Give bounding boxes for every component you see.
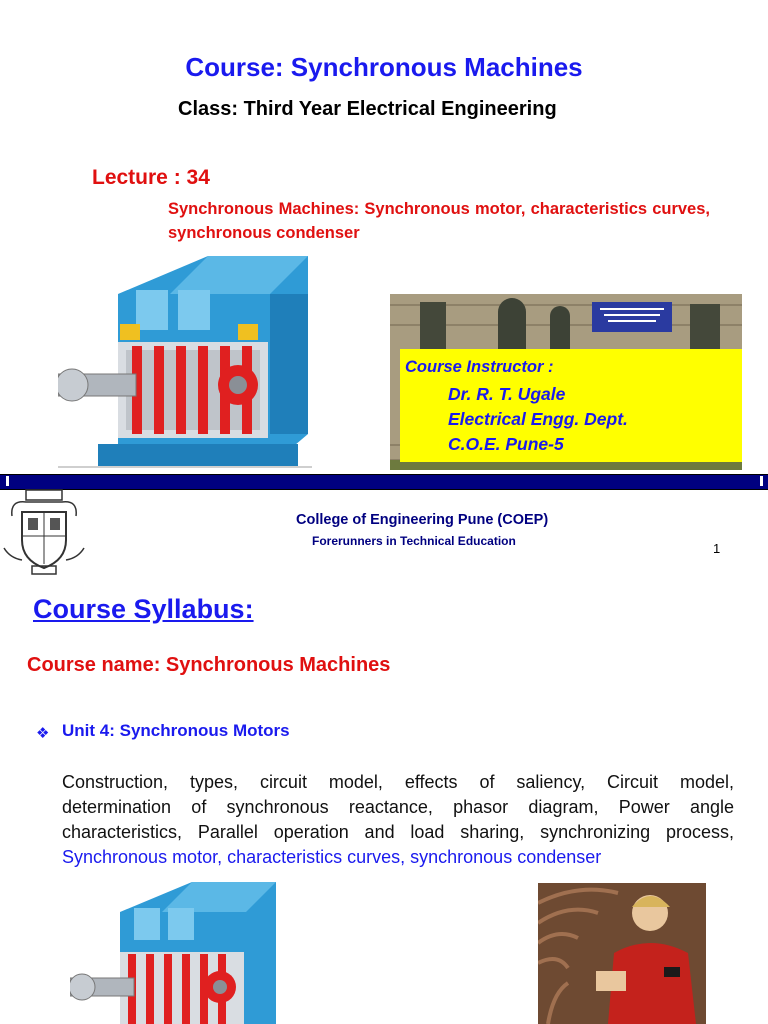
instructor-heading: Course Instructor : <box>405 358 554 376</box>
instructor-name: Dr. R. T. Ugale <box>448 384 566 404</box>
description-line: determination of synchronous reactance, phasor diagram, Power angle <box>62 797 734 817</box>
syllabus-heading: Course Syllabus: <box>33 594 254 624</box>
unit-description <box>62 770 734 870</box>
page-number: 1 <box>713 541 721 556</box>
course-name: Course name: Synchronous Machines <box>27 654 391 676</box>
college-tagline: Forerunners in Technical Education <box>312 534 516 548</box>
unit-title: Unit 4: Synchronous Motors <box>62 721 290 740</box>
diamond-bullet-icon: ❖ <box>36 725 50 742</box>
instructor-institute: C.O.E. Pune-5 <box>448 434 564 454</box>
band-marker <box>760 476 763 486</box>
synchronous-machine-illustration <box>58 254 312 468</box>
description-highlight: Synchronous motor, characteristics curves, synchronous condenser <box>62 847 602 867</box>
worker-winding-photo <box>538 883 706 1024</box>
college-name: College of Engineering Pune (COEP) <box>296 512 549 528</box>
band-marker <box>6 476 9 486</box>
coep-crest-logo <box>0 488 88 576</box>
description-line: characteristics, Parallel operation and load sharing, synchronizing process, <box>62 822 734 842</box>
lecture-number: Lecture : 34 <box>92 166 210 189</box>
class-line: Class: Third Year Electrical Engineering <box>178 98 557 120</box>
instructor-dept: Electrical Engg. Dept. <box>448 409 628 429</box>
illustration-baseline <box>58 466 312 468</box>
footer-band <box>0 474 768 490</box>
synchronous-machine-illustration <box>70 880 278 1024</box>
course-title: Course: Synchronous Machines <box>185 52 583 82</box>
description-line: Construction, types, circuit model, effects of saliency, Circuit model, <box>62 772 734 792</box>
lecture-topic: Synchronous Machines: Synchronous motor, characteristics curves, synchronous condenser <box>168 200 710 242</box>
